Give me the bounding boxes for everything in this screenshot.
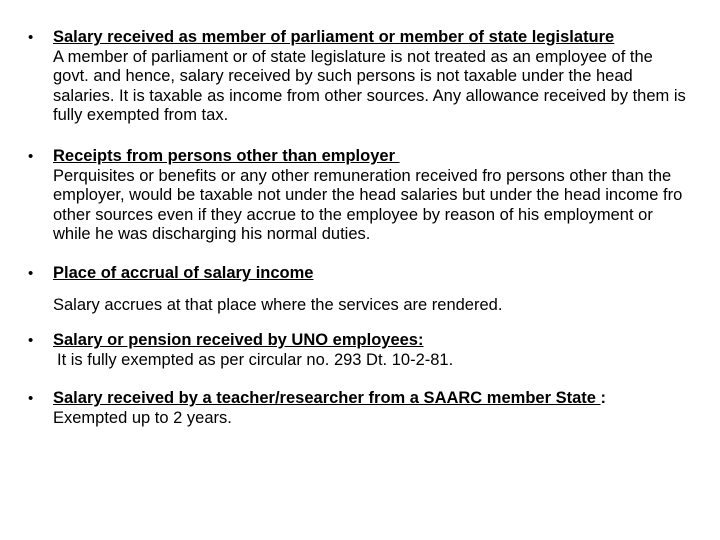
- section-title-line: [53, 389, 700, 409]
- section-mp-salary: [28, 28, 700, 126]
- bullet-icon: •: [28, 332, 34, 349]
- section-body: Salary accrues at that place where the services are rendered.: [53, 295, 503, 314]
- section-title-suffix: :: [600, 389, 607, 407]
- section-body: Perquisites or benefits or any other remuneration received fro persons other than the employer, would be taxable not under the head salaries but under the head income fro other sources even if they accrue to the employee by reason of his employment or while he was discharging his normal duties.: [53, 166, 683, 244]
- bullet-icon: •: [28, 390, 34, 407]
- section-saarc-teacher: [28, 389, 700, 428]
- section-title: Receipts from persons other than employer: [53, 147, 400, 165]
- section-title: Place of accrual of salary income: [53, 264, 314, 282]
- section-title: Salary received as member of parliament or member of state legislature: [53, 28, 615, 46]
- section-uno-employees: [28, 331, 700, 370]
- section-body: Exempted up to 2 years.: [53, 408, 232, 427]
- section-title: Salary received by a teacher/researcher from a SAARC member State: [53, 389, 601, 407]
- section-receipts-other-than-employer: [28, 147, 700, 245]
- section-title: Salary or pension received by UNO employees:: [53, 331, 424, 349]
- bullet-icon: •: [28, 148, 34, 165]
- section-body: It is fully exempted as per circular no. 293 Dt. 10-2-81.: [57, 350, 454, 369]
- bullet-icon: •: [28, 265, 34, 282]
- section-place-of-accrual: [28, 264, 700, 315]
- section-body: A member of parliament or of state legislature is not treated as an employee of the govt. and hence, salary received by such persons is not taxable under the head salaries. It is taxable as income from other sources. Any allowance received by them is fully exempted from tax.: [53, 47, 686, 125]
- bullet-icon: •: [28, 29, 34, 46]
